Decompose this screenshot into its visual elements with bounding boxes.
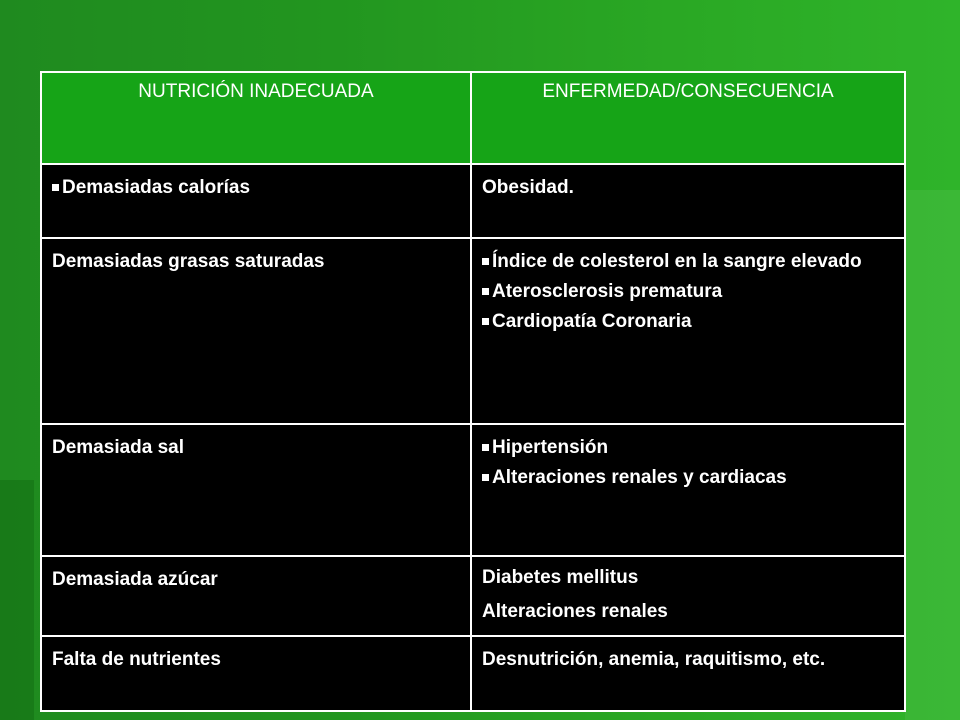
list-item: [482, 433, 896, 463]
cell-consecuencia: [471, 424, 905, 556]
square-bullet-icon: [482, 258, 489, 265]
cell-consecuencia: [471, 556, 905, 636]
consecuencia-text: Alteraciones renales y cardiacas: [492, 467, 787, 488]
table-header-row: [41, 72, 905, 164]
table-row: [41, 636, 905, 711]
square-bullet-icon: [482, 318, 489, 325]
cell-consecuencia: [471, 636, 905, 711]
square-bullet-icon: [482, 288, 489, 295]
consecuencia-text: Índice de colesterol en la sangre elevado: [492, 251, 862, 272]
cell-consecuencia: [471, 238, 905, 424]
background-stripe-left: [0, 480, 34, 720]
table-row: [41, 238, 905, 424]
nutricion-text: Demasiada sal: [52, 437, 185, 458]
square-bullet-icon: [482, 474, 489, 481]
cell-nutricion: [41, 424, 471, 556]
cell-consecuencia: [471, 164, 905, 238]
header-nutricion: [41, 72, 471, 164]
list-item: [52, 173, 462, 203]
cell-nutricion: [41, 238, 471, 424]
consecuencia-text: Hipertensión: [492, 437, 609, 458]
nutricion-text: Falta de nutrientes: [52, 649, 221, 670]
cell-nutricion: [41, 636, 471, 711]
square-bullet-icon: [52, 184, 59, 191]
header-nutricion-label: NUTRICIÓN INADECUADA: [138, 81, 374, 102]
list-item: [482, 247, 896, 277]
background-stripe-right: [905, 190, 960, 720]
table-row: [41, 556, 905, 636]
consecuencia-text: Alteraciones renales: [482, 601, 668, 622]
consecuencia-text: Obesidad.: [482, 177, 574, 198]
consecuencia-text: Diabetes mellitus: [482, 567, 639, 588]
header-enfermedad-label: ENFERMEDAD/CONSECUENCIA: [542, 81, 834, 102]
consecuencia-text: Cardiopatía Coronaria: [492, 311, 692, 332]
consecuencia-text: Desnutrición, anemia, raquitismo, etc.: [482, 649, 826, 670]
table-row: [41, 164, 905, 238]
cell-nutricion: [41, 556, 471, 636]
list-item: [482, 463, 896, 493]
cell-nutricion: [41, 164, 471, 238]
header-enfermedad: [471, 72, 905, 164]
list-item: [482, 307, 896, 337]
nutricion-text: Demasiadas grasas saturadas: [52, 251, 325, 272]
nutrition-table: [40, 71, 906, 712]
list-item: [482, 277, 896, 307]
square-bullet-icon: [482, 444, 489, 451]
nutricion-text: Demasiadas calorías: [62, 177, 251, 198]
nutricion-text: Demasiada azúcar: [52, 569, 218, 590]
consecuencia-text: Aterosclerosis prematura: [492, 281, 723, 302]
table-row: [41, 424, 905, 556]
